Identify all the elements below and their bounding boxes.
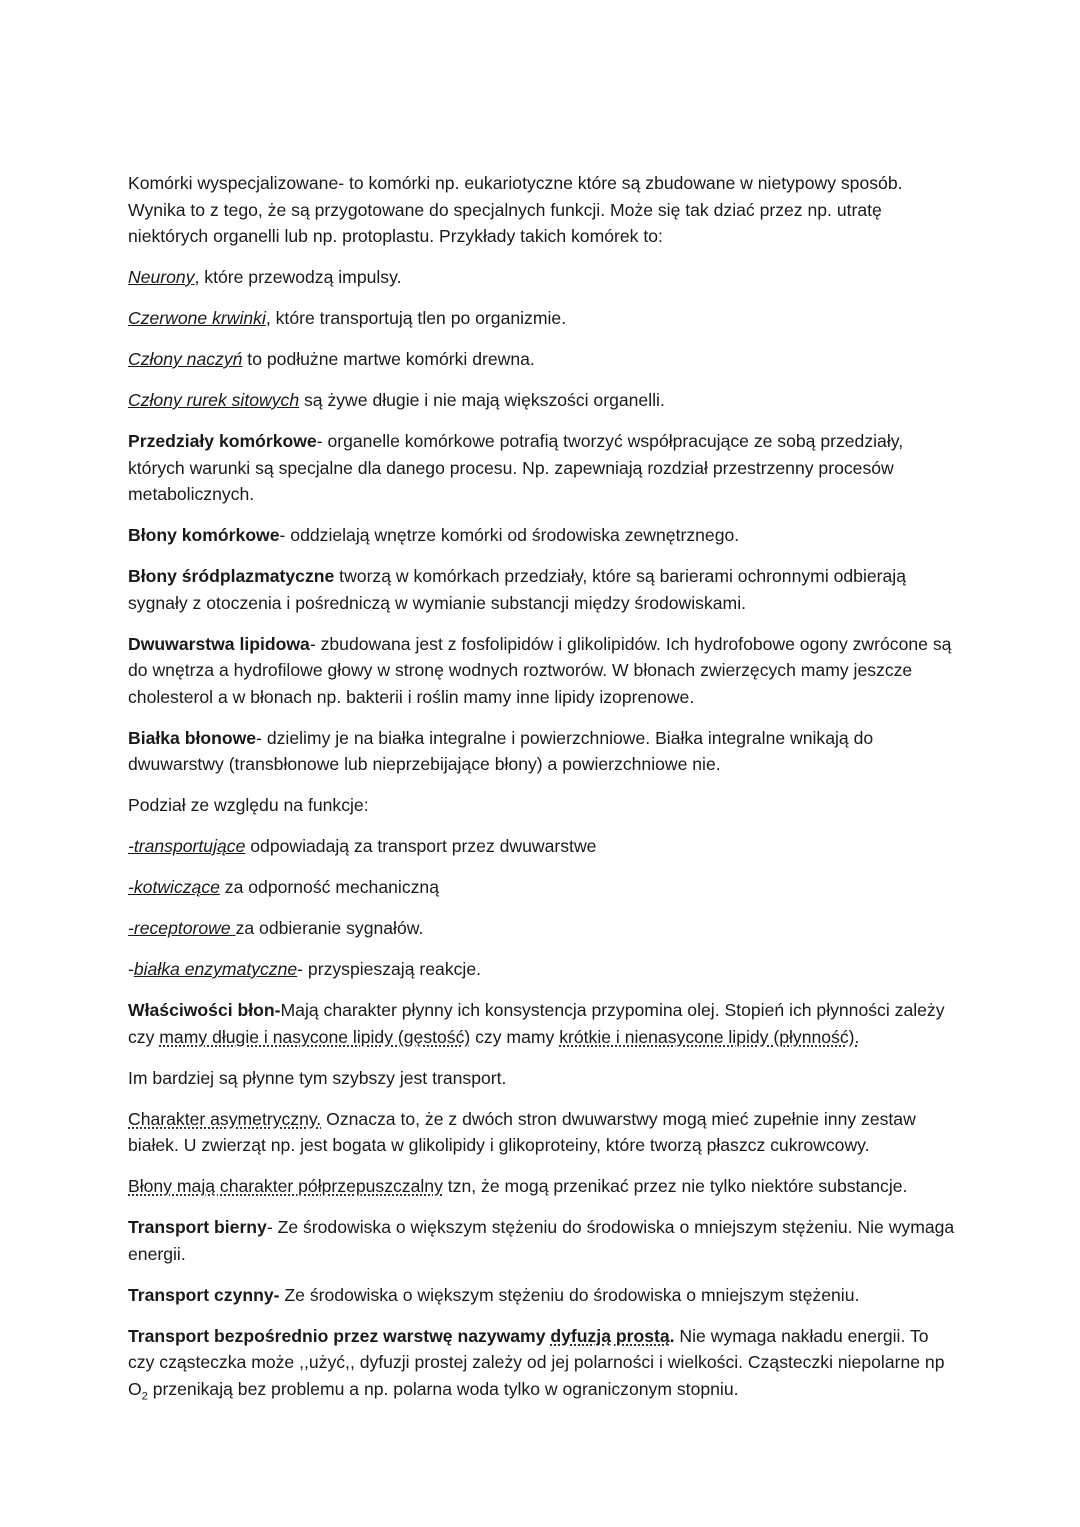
heading-term: Transport bierny xyxy=(128,1217,267,1237)
function-text: odpowiadają za transport przez dwuwarstwe xyxy=(245,836,597,856)
example-sieve-tubes xyxy=(128,387,958,414)
function-term: -transportujące xyxy=(128,836,246,856)
fluidity-paragraph xyxy=(128,1065,958,1092)
function-anchoring xyxy=(128,874,958,901)
function-term: białka enzymatyczne xyxy=(133,959,298,979)
lipid-bilayer-paragraph xyxy=(128,631,958,711)
intro-paragraph xyxy=(128,170,958,250)
paragraph-text: Mają charakter płynny ich konsystencja przypomina olej. Stopień ich płynności zależy czy xyxy=(128,1000,945,1047)
endomembranes-paragraph xyxy=(128,563,958,616)
paragraph-text: - organelle komórkowe potrafią tworzyć współpracujące ze sobą przedziały, których warunki są specjalne dla danego procesu. Np. zapewniają rozdział przestrzenny procesów metabolicznych. xyxy=(128,431,904,504)
paragraph-text: - oddzielają wnętrze komórki od środowiska zewnętrznego. xyxy=(279,525,740,545)
paragraph-text: Nie wymaga nakładu energii. To czy cząsteczka może ,,użyć,, dyfuzji prostej zależy od jej polarności i wielkości. Cząsteczki niepolarne np O xyxy=(128,1325,945,1399)
paragraph-text: tzn, że mogą przenikać przez nie tylko niektóre substancje. xyxy=(442,1176,908,1196)
underlined-phrase: Błony mają charakter półprzepuszczalny xyxy=(128,1176,443,1196)
paragraph-text: przenikają bez problemu a np. polarna woda tylko w ograniczonym stopniu. xyxy=(147,1378,739,1399)
active-transport-paragraph xyxy=(128,1282,958,1309)
paragraph-text: czy mamy xyxy=(470,1026,560,1047)
underlined-phrase: dyfuzją prostą xyxy=(550,1325,670,1346)
example-text: , które transportują tlen po organizmie. xyxy=(265,308,567,328)
heading-term: . xyxy=(669,1325,675,1346)
simple-diffusion-paragraph xyxy=(128,1323,958,1403)
heading-term: Transport bezpośrednio przez warstwę nazywamy xyxy=(128,1325,551,1346)
heading-term: Właściwości błon- xyxy=(128,1000,281,1020)
heading-term: Transport czynny- xyxy=(128,1284,280,1305)
compartments-paragraph xyxy=(128,428,958,508)
function-text: za odporność mechaniczną xyxy=(219,877,439,897)
function-text: - przyspieszają reakcje. xyxy=(297,959,481,979)
example-text: są żywe długie i nie mają większości organelli. xyxy=(299,390,665,410)
intro-text: Komórki wyspecjalizowane- to komórki np. eukariotyczne które są zbudowane w nietypowy sposób. Wynika to z tego, że są przygotowane do specjalnych funkcji. Może się tak dziać przez np. utratę niektórych organelli lub np. protoplastu. Przykłady takich komórek to: xyxy=(128,173,903,246)
cell-membranes-paragraph xyxy=(128,522,958,549)
example-text: , które przewodzą impulsy. xyxy=(194,267,402,287)
function-text: za odbieranie sygnałów. xyxy=(235,918,424,938)
asymmetry-paragraph xyxy=(128,1106,958,1159)
underlined-phrase: Charakter asymetryczny. xyxy=(128,1108,322,1129)
paragraph-text: - dzielimy je na białka integralne i powierzchniowe. Białka integralne wnikają do dwuwarstwy (transbłonowe lub nieprzebijające błony) a powierzchniowe nie. xyxy=(128,727,874,774)
membrane-properties-paragraph xyxy=(128,997,958,1050)
example-term: Człony rurek sitowych xyxy=(128,390,300,410)
passive-transport-paragraph xyxy=(128,1214,958,1267)
paragraph-text: Oznacza to, że z dwóch stron dwuwarstwy mogą mieć zupełnie inny zestaw białek. U zwierząt np. jest bogata w glikolipidy i glikoproteiny, które tworzą płaszcz cukrowcowy. xyxy=(128,1108,916,1155)
heading-term: Przedziały komórkowe xyxy=(128,431,317,451)
paragraph-text: - Ze środowiska o większym stężeniu do środowiska o mniejszym stężeniu. Nie wymaga energii. xyxy=(128,1217,955,1264)
heading-term: Dwuwarstwa lipidowa xyxy=(128,633,310,654)
document-page xyxy=(128,170,958,1417)
paragraph-text: tworzą w komórkach przedziały, które są barierami ochronnymi odbierają sygnały z otoczenia i pośredniczą w wymianie substancji między środowiskami. xyxy=(128,566,906,613)
example-text: to podłużne martwe komórki drewna. xyxy=(242,349,535,369)
semipermeable-paragraph xyxy=(128,1173,958,1200)
paragraph-text: - zbudowana jest z fosfolipidów i glikolipidów. Ich hydrofobowe ogony zwrócone są do wnętrza a hydrofilowe głowy w stronę wodnych roztworów. W błonach zwierzęcych mamy jeszcze cholesterol a w błonach np. bakterii i roślin mamy inne lipidy izoprenowe. xyxy=(128,633,952,707)
heading-term: Błony śródplazmatyczne xyxy=(128,566,335,586)
function-transport xyxy=(128,833,958,860)
function-receptor xyxy=(128,915,958,942)
function-division-heading xyxy=(128,792,958,819)
paragraph-text: Ze środowiska o większym stężeniu do środowiska o mniejszym stężeniu. xyxy=(279,1284,860,1305)
example-red-blood-cells xyxy=(128,305,958,332)
underlined-phrase: krótkie i nienasycone lipidy (płynność). xyxy=(559,1026,860,1047)
function-term: -receptorowe xyxy=(128,918,236,938)
heading-term: Błony komórkowe xyxy=(128,525,280,545)
subscript: 2 xyxy=(141,1390,148,1403)
function-term: -kotwiczące xyxy=(128,877,220,897)
example-neurons xyxy=(128,264,958,291)
example-term: Człony naczyń xyxy=(128,349,243,369)
example-term: Czerwone krwinki xyxy=(128,308,266,328)
membrane-proteins-paragraph xyxy=(128,725,958,778)
heading-term: Białka błonowe xyxy=(128,727,257,748)
underlined-phrase: mamy długie i nasycone lipidy (gęstość) xyxy=(159,1026,471,1047)
function-enzymatic xyxy=(128,956,958,983)
function-prefix: - xyxy=(128,959,134,979)
example-vessel-members xyxy=(128,346,958,373)
example-term: Neurony xyxy=(128,267,195,287)
paragraph-text: Im bardziej są płynne tym szybszy jest transport. xyxy=(128,1067,507,1088)
paragraph-text: Podział ze względu na funkcje: xyxy=(128,795,369,815)
